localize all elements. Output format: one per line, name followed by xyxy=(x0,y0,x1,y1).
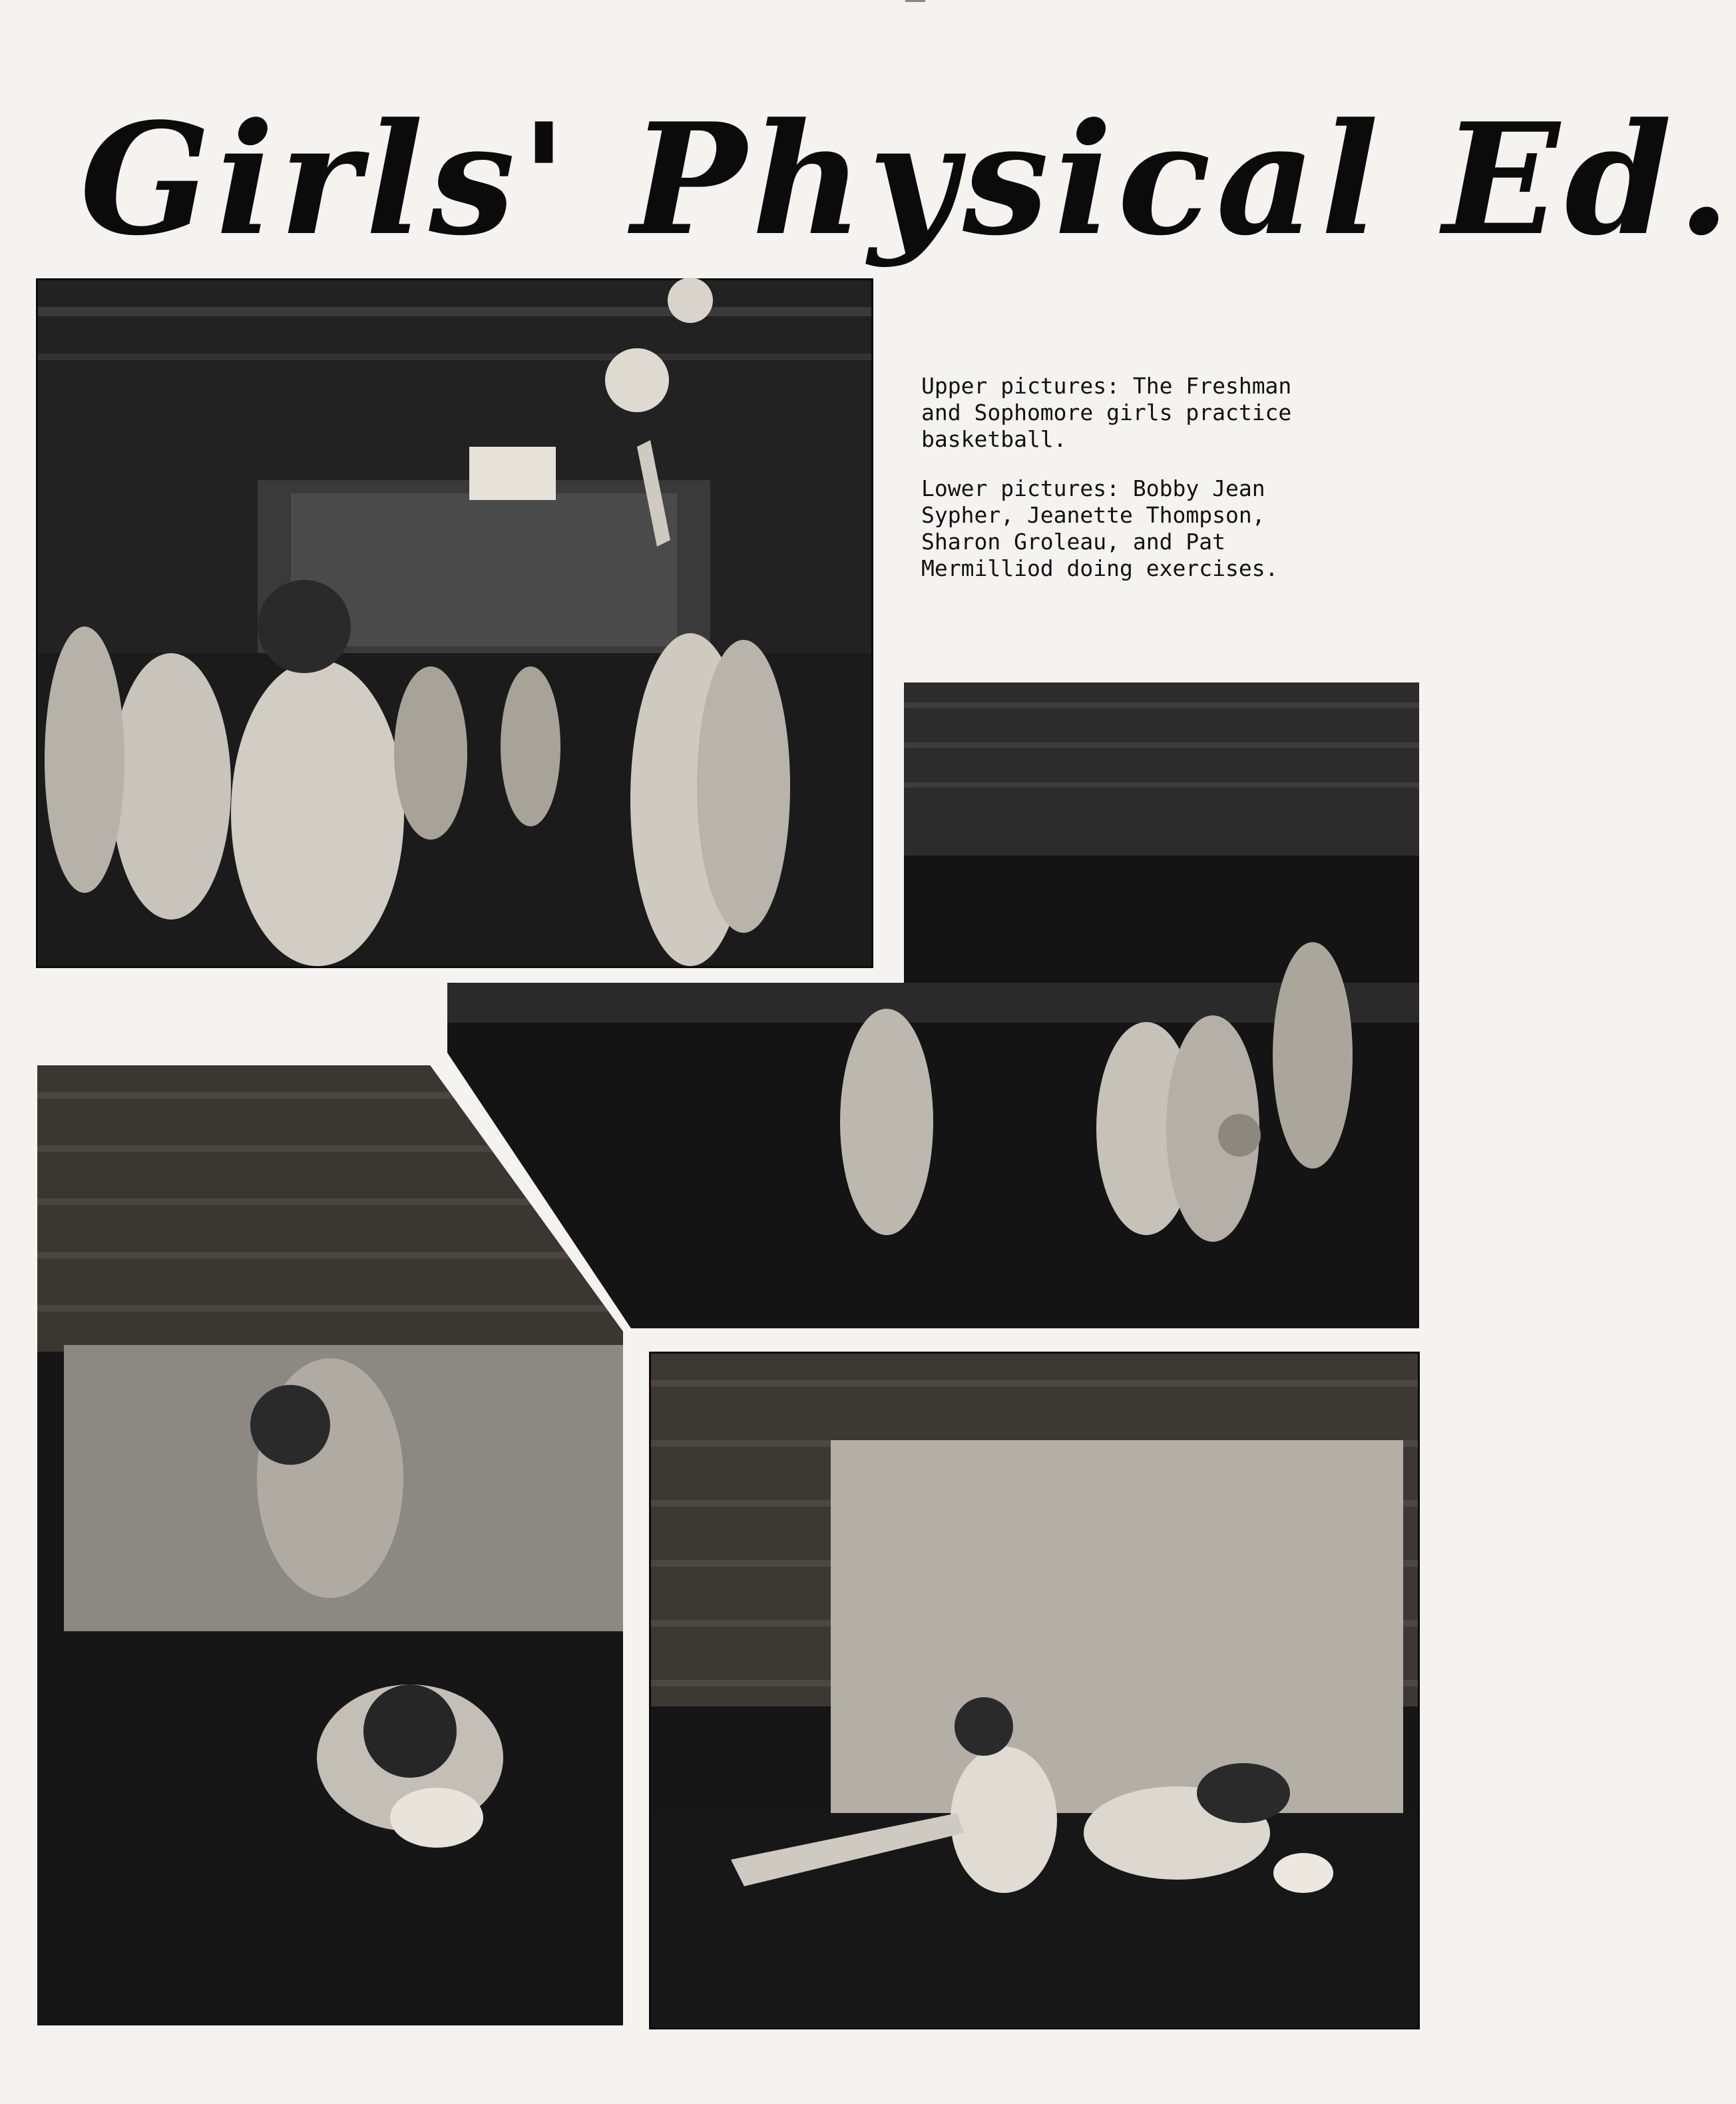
photo-floor-exercise-balance xyxy=(649,1352,1420,2029)
page-edge-mark xyxy=(905,0,925,2)
caption-lower: Lower pictures: Bobby Jean Sypher, Jeanette Thompson, Sharon Groleau, and Pat Mermilliod doing exercises. xyxy=(921,475,1279,581)
caption-upper: Upper pictures: The Freshman and Sophomore girls practice basketball. xyxy=(921,373,1292,452)
photo-floor-exercise-stretch xyxy=(37,1065,623,2025)
page-title: Girls' Physical Ed. xyxy=(80,90,1736,270)
photo-caption xyxy=(921,373,1427,605)
photo-basketball-jump-ball xyxy=(36,278,873,968)
